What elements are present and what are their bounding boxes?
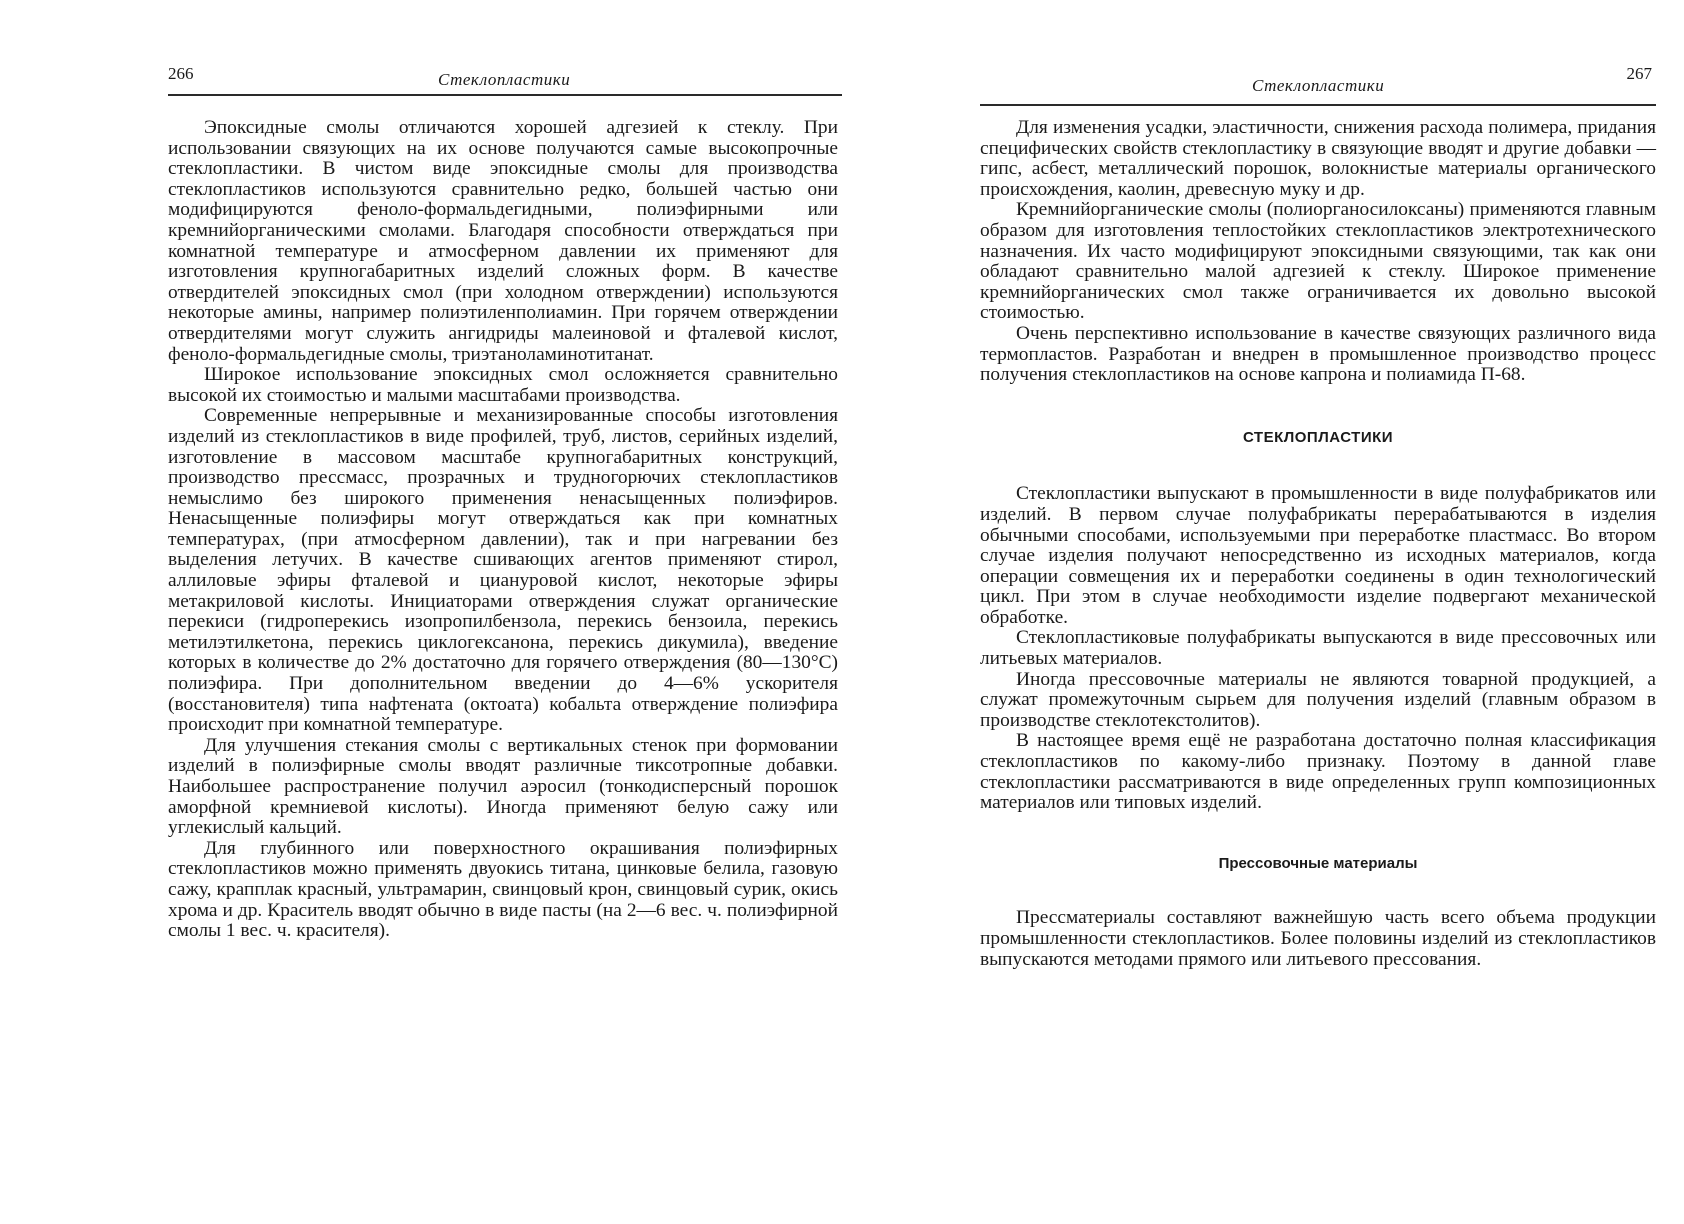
paragraph: Для улучшения стекания смолы с вертикальных стенок при формовании изделий в полиэфирные смолы вводят различные тиксотропные добавки. Наибольшее распространение получил аэросил (тонкодисперсный порошок аморфной кремниевой кислоты). Иногда применяют белую сажу или углекислый кальций. xyxy=(168,734,838,839)
left-page-number: 266 xyxy=(168,64,194,83)
left-header-rule xyxy=(168,94,842,96)
left-text-block xyxy=(168,118,838,942)
right-page-number: 267 xyxy=(1626,64,1652,83)
paragraph: Эпоксидные смолы отличаются хорошей адгезией к стеклу. При использовании связующих на их основе получаются самые высокопрочные стеклопластики. В чистом виде эпоксидные смолы для производства стеклопластиков используются сравнительно редко, большей частью они модифицируются феноло-формальдегидными, полиэфирными или кремнийорганическими смолами. Благодаря способности отверждаться при комнатной температуре и атмосферном давлении их применяют для изготовления крупногабаритных изделий сложных форм. В качестве отвердителей эпоксидных смол (при холодном отверждении) используются некоторые амины, например полиэтиленполиамин. При горячем отверждении отвердителями могут служить ангидриды малеиновой и фталевой кислот, феноло-формальдегидные смолы, триэтаноламинотитанат. xyxy=(168,117,838,365)
paragraph: Для глубинного или поверхностного окрашивания полиэфирных стеклопластиков можно применять двуокись титана, цинковые белила, газовую сажу, крапплак красный, ультрамарин, свинцовый крон, свинцовый сурик, окись хрома и др. Краситель вводят обычно в виде пасты (на 2—6 вес. ч. полиэфирной смолы 1 вес. ч. красителя). xyxy=(168,837,838,942)
paragraph: Стеклопластики выпускают в промышленности в виде полуфабрикатов или изделий. В первом случае полуфабрикаты перерабатываются в изделия обычными способами, используемыми при переработке пластмасс. Во втором случае изделия получают непосредственно из исходных материалов, когда операции совмещения их и переработки соединены в один технологический цикл. При этом в случае необходимости изделие подвергают механической обработке. xyxy=(980,483,1656,628)
paragraph: Современные непрерывные и механизированные способы изготовления изделий из стеклопластиков в виде профилей, труб, листов, серийных изделий, изготовление в массовом масштабе крупногабаритных конструкций, производство прессмасс, прозрачных и трудногорючих стеклопластиков немыслимо без широкого применения ненасыщенных полиэфиров. Ненасыщенные полиэфиры могут отверждаться как при комнатных температурах, (при атмосферном давлении), так и при нагревании без выделения летучих. В качестве сшивающих агентов применяют стирол, аллиловые эфиры фталевой и циануровой кислот, некоторые эфиры метакриловой кислоты. Инициаторами отверждения служат органические перекиси (гидроперекись изопропилбензола, перекись бензоила, перекись метилэтилкетона, перекись циклогексанона, перекись дикумила), введение которых в количестве до 2% достаточно для горячего отверждения (80—130°С) полиэфира. При дополнительном введении до 4—6% ускорителя (восстановителя) типа нафтената (октоата) кобальта отверждение полиэфира происходит при комнатной температуре. xyxy=(168,405,838,736)
paragraph: Для изменения усадки, эластичности, снижения расхода полимера, придания специфических свойств стеклопластику в связующие вводят и другие добавки — гипс, асбест, металлический порошок, волокнистые материалы органического происхождения, каолин, древесную муку и др. xyxy=(980,117,1656,200)
section-heading: СТЕКЛОПЛАСТИКИ xyxy=(1242,428,1394,446)
subsection-heading: Прессовочные материалы xyxy=(1218,854,1418,872)
paragraph: Иногда прессовочные материалы не являются товарной продукцией, а служат промежуточным сырьем для получения изделий (главным образом в производстве стеклотекстолитов). xyxy=(980,668,1656,731)
paragraph: Очень перспективно использование в качестве связующих различного вида термопластов. Разработан и внедрен в промышленное производство процесс получения стеклопластиков на основе капрона и полиамида П-68. xyxy=(980,322,1656,386)
paragraph: В настоящее время ещё не разработана достаточно полная классификация стеклопластиков по какому-либо признаку. Поэтому в данной главе стеклопластики рассматриваются в виде определенных групп композиционных материалов или типовых изделий. xyxy=(980,730,1656,814)
paragraph: Широкое использование эпоксидных смол осложняется сравнительно высокой их стоимостью и малыми масштабами производства. xyxy=(168,364,838,406)
left-running-title: Стеклопластики xyxy=(438,70,571,89)
paragraph: Прессматериалы составляют важнейшую часть всего объема продукции промышленности стеклопластиков. Более половины изделий из стеклопластиков выпускаются методами прямого или литьевого прессования. xyxy=(980,907,1656,970)
right-running-head xyxy=(980,60,1652,95)
right-running-title: Стеклопластики xyxy=(1252,76,1385,95)
right-page xyxy=(842,0,1684,1224)
right-header-rule xyxy=(980,104,1656,106)
right-text-block xyxy=(980,118,1656,970)
left-running-head xyxy=(168,60,840,90)
paragraph: Кремнийорганические смолы (полиорганосилоксаны) применяются главным образом для изготовления теплостойких стеклопластиков электротехнического назначения. Их часто модифицируют эпоксидными связующими, так как они обладают сравнительно малой адгезией к стеклу. Широкое применение кремнийорганических смол также ограничивается их довольно высокой стоимостью. xyxy=(980,199,1656,324)
paragraph: Стеклопластиковые полуфабрикаты выпускаются в виде прессовочных или литьевых материалов. xyxy=(980,627,1656,670)
